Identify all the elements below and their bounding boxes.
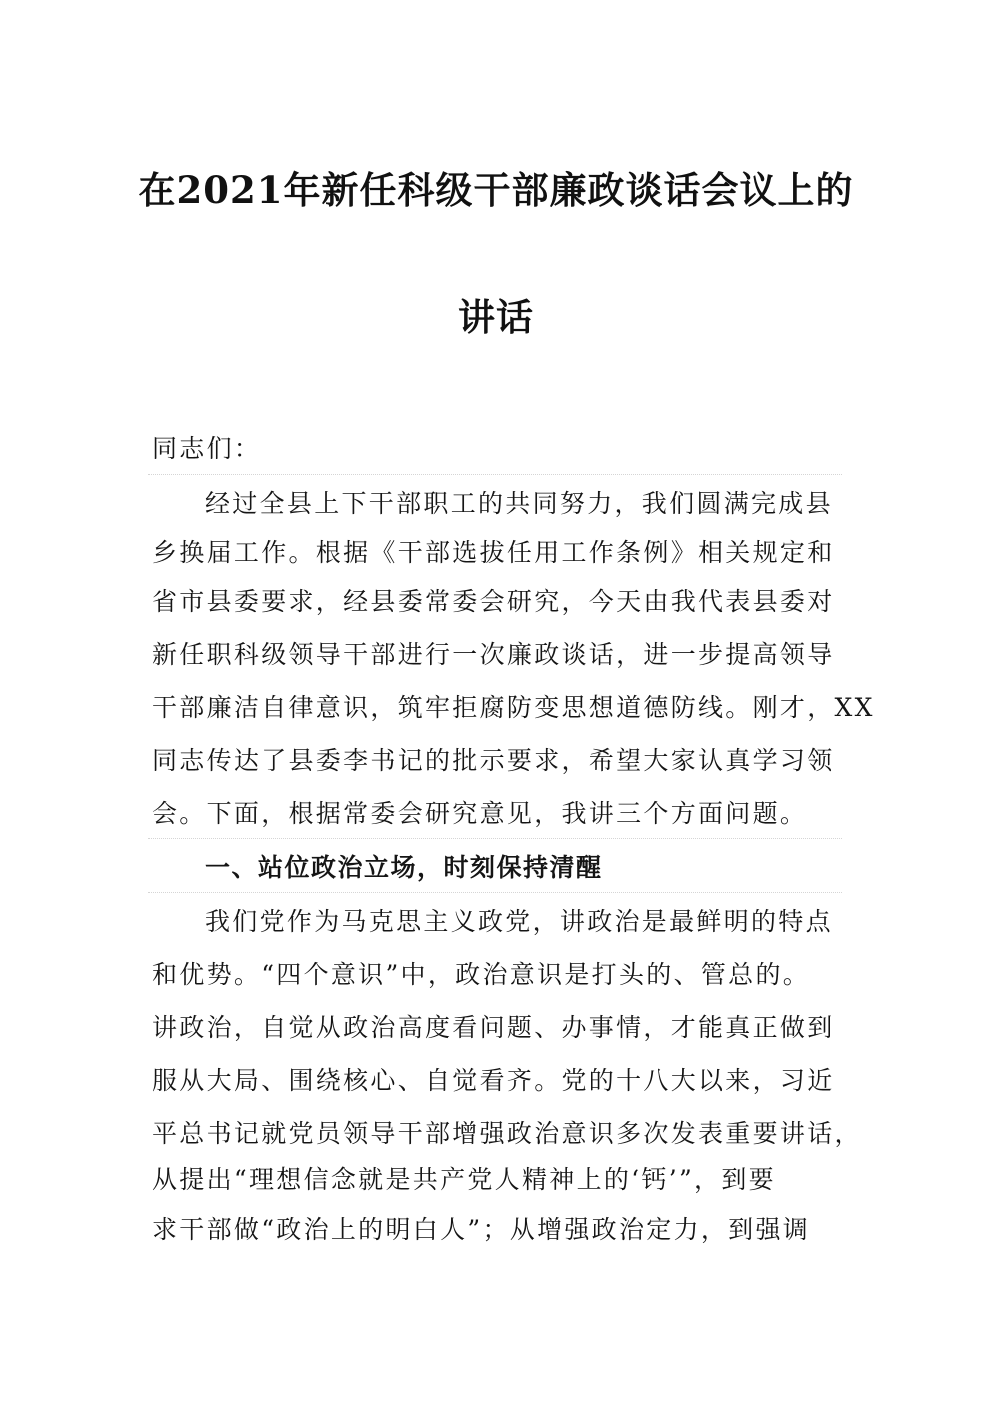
paragraph-2-line: 和优势。“四个意识”中，政治意识是打头的、管总的。 [152, 960, 811, 989]
paragraph-2-line: 讲政治，自觉从政治高度看问题、办事情，才能真正做到 [152, 1013, 835, 1042]
paragraph-1-line: 干部廉洁自律意识，筑牢拒腐防变思想道德防线。刚才，XX [152, 693, 875, 722]
paragraph-2-line: 平总书记就党员领导干部增强政治意识多次发表重要讲话， [152, 1119, 862, 1148]
line-separator [148, 892, 842, 893]
paragraph-1-line: 新任职科级领导干部进行一次廉政谈话，进一步提高领导 [152, 640, 835, 669]
paragraph-1-line: 同志传达了县委李书记的批示要求，希望大家认真学习领 [152, 746, 835, 775]
paragraph-1-line: 省市县委要求，经县委常委会研究，今天由我代表县委对 [152, 587, 835, 616]
line-separator [148, 474, 842, 475]
paragraph-2-line: 我们党作为马克思主义政党，讲政治是最鲜明的特点 [205, 907, 833, 936]
paragraph-1-line: 经过全县上下干部职工的共同努力，我们圆满完成县 [205, 489, 833, 518]
salutation: 同志们： [152, 434, 262, 463]
paragraph-2-line: 求干部做“政治上的明白人”；从增强政治定力，到强调 [152, 1215, 811, 1244]
paragraph-1-line: 会。下面，根据常委会研究意见，我讲三个方面问题。 [152, 799, 808, 828]
paragraph-2-line: 服从大局、围绕核心、自觉看齐。党的十八大以来，习近 [152, 1066, 835, 1095]
paragraph-2-line: 从提出“理想信念就是共产党人精神上的‘钙’”，到要 [152, 1165, 776, 1194]
section-1-heading: 一、站位政治立场，时刻保持清醒 [205, 853, 603, 882]
paragraph-1-line: 乡换届工作。根据《干部选拔任用工作条例》相关规定和 [152, 538, 835, 567]
document-title-line-2: 讲话 [458, 295, 534, 339]
document-title-line-1: 在2021年新任科级干部廉政谈话会议上的 [138, 168, 854, 212]
line-separator [148, 838, 842, 839]
